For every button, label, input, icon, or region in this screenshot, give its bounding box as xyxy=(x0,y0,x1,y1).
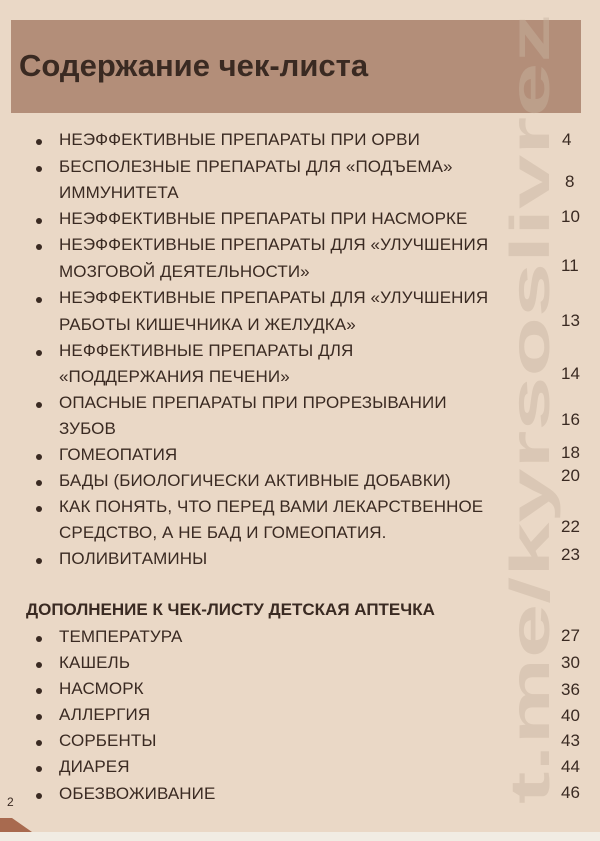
page-title: Содержание чек-листа xyxy=(19,48,369,83)
toc-entry-page: 22 xyxy=(561,517,580,536)
appendix-entry-title: ТЕМПЕРАТУРА xyxy=(59,627,183,646)
toc-entry-page: 23 xyxy=(561,545,580,564)
bullet-icon xyxy=(36,402,42,408)
watermark-text: t.me/kyrsoslivrez xyxy=(498,349,561,804)
toc-entry-page: 10 xyxy=(561,207,580,226)
toc-entry-page: 18 xyxy=(561,443,580,462)
corner-accent xyxy=(0,818,34,832)
toc-entry-page: 11 xyxy=(561,256,579,275)
bullet-icon xyxy=(36,244,42,250)
appendix-entry-page: 36 xyxy=(561,680,580,699)
bullet-icon xyxy=(36,480,42,486)
title-band xyxy=(11,20,581,113)
appendix-entry-title: КАШЕЛЬ xyxy=(59,653,131,672)
toc-entry-title: ПОЛИВИТАМИНЫ xyxy=(59,549,208,568)
toc-entry-title: РАБОТЫ КИШЕЧНИКА И ЖЕЛУДКА» xyxy=(59,315,356,334)
bullet-icon xyxy=(36,297,42,303)
appendix-entry-title: НАСМОРК xyxy=(59,679,144,698)
bullet-icon xyxy=(36,714,42,720)
page-number: 2 xyxy=(7,795,14,809)
toc-entry-page: 13 xyxy=(561,311,580,330)
toc-entry-page: 4 xyxy=(562,130,572,149)
toc-entry-title: НЕЭФФЕКТИВНЫЕ ПРЕПАРАТЫ ДЛЯ «УЛУЧШЕНИЯ xyxy=(59,235,489,254)
appendix-entry-page: 27 xyxy=(561,626,580,645)
bullet-icon xyxy=(36,740,42,746)
bottom-strip xyxy=(0,832,600,841)
bullet-icon xyxy=(36,766,42,772)
toc-entry-page: 20 xyxy=(561,466,580,485)
appendix-entry-title: ОБЕЗВОЖИВАНИЕ xyxy=(59,784,216,803)
appendix-entry-title: ДИАРЕЯ xyxy=(59,757,130,776)
bullet-icon xyxy=(36,506,42,512)
toc-entry-title: НЕЭФФЕКТИВНЫЕ ПРЕПАРАТЫ ДЛЯ «УЛУЧШЕНИЯ xyxy=(59,288,489,307)
bullet-icon xyxy=(36,558,42,564)
bullet-icon xyxy=(36,139,42,145)
toc-entry-title: БЕСПОЛЕЗНЫЕ ПРЕПАРАТЫ ДЛЯ «ПОДЪЕМА» xyxy=(59,157,453,176)
toc-entry-title: «ПОДДЕРЖАНИЯ ПЕЧЕНИ» xyxy=(59,367,290,386)
watermark xyxy=(483,4,573,814)
bullet-icon xyxy=(36,454,42,460)
toc-entry-title: ГОМЕОПАТИЯ xyxy=(59,445,178,464)
appendix-entry-page: 30 xyxy=(561,653,580,672)
toc-entry-title: ЗУБОВ xyxy=(59,419,116,438)
bullet-icon xyxy=(36,218,42,224)
appendix-entry-page: 43 xyxy=(561,731,580,750)
appendix-heading: ДОПОЛНЕНИЕ К ЧЕК-ЛИСТУ ДЕТСКАЯ АПТЕЧКА xyxy=(26,600,435,619)
toc-entry-page: 8 xyxy=(565,172,575,191)
toc-entry-page: 14 xyxy=(561,364,580,383)
appendix-entry-title: АЛЛЕРГИЯ xyxy=(59,705,151,724)
toc-entry-title: МОЗГОВОЙ ДЕЯТЕЛЬНОСТИ» xyxy=(59,262,310,281)
toc-entry-title: СРЕДСТВО, А НЕ БАД И ГОМЕОПАТИЯ. xyxy=(59,523,387,542)
appendix-entry-page: 40 xyxy=(561,706,580,725)
bullet-icon xyxy=(36,662,42,668)
toc-entry-page: 16 xyxy=(561,410,580,429)
toc-entry-title: НЕФФЕКТИВНЫЕ ПРЕПАРАТЫ ДЛЯ xyxy=(59,341,354,360)
bullet-icon xyxy=(36,688,42,694)
bullet-icon xyxy=(36,350,42,356)
toc-entry-title: НЕЭФФЕКТИВНЫЕ ПРЕПАРАТЫ ПРИ НАСМОРКЕ xyxy=(59,209,468,228)
appendix-entry-page: 46 xyxy=(561,783,580,802)
toc-entry-title: ОПАСНЫЕ ПРЕПАРАТЫ ПРИ ПРОРЕЗЫВАНИИ xyxy=(59,393,447,412)
bullet-icon xyxy=(36,166,42,172)
bullet-icon xyxy=(36,793,42,799)
appendix-entry-title: СОРБЕНТЫ xyxy=(59,731,157,750)
toc-entry-title: ИММУНИТЕТА xyxy=(59,183,179,202)
bullet-icon xyxy=(36,636,42,642)
toc-entry-title: НЕЭФФЕКТИВНЫЕ ПРЕПАРАТЫ ПРИ ОРВИ xyxy=(59,130,420,149)
appendix-entry-page: 44 xyxy=(561,757,580,776)
toc-entry-title: БАДЫ (БИОЛОГИЧЕСКИ АКТИВНЫЕ ДОБАВКИ) xyxy=(59,471,451,490)
toc-entry-title: КАК ПОНЯТЬ, ЧТО ПЕРЕД ВАМИ ЛЕКАРСТВЕННОЕ xyxy=(59,497,484,516)
